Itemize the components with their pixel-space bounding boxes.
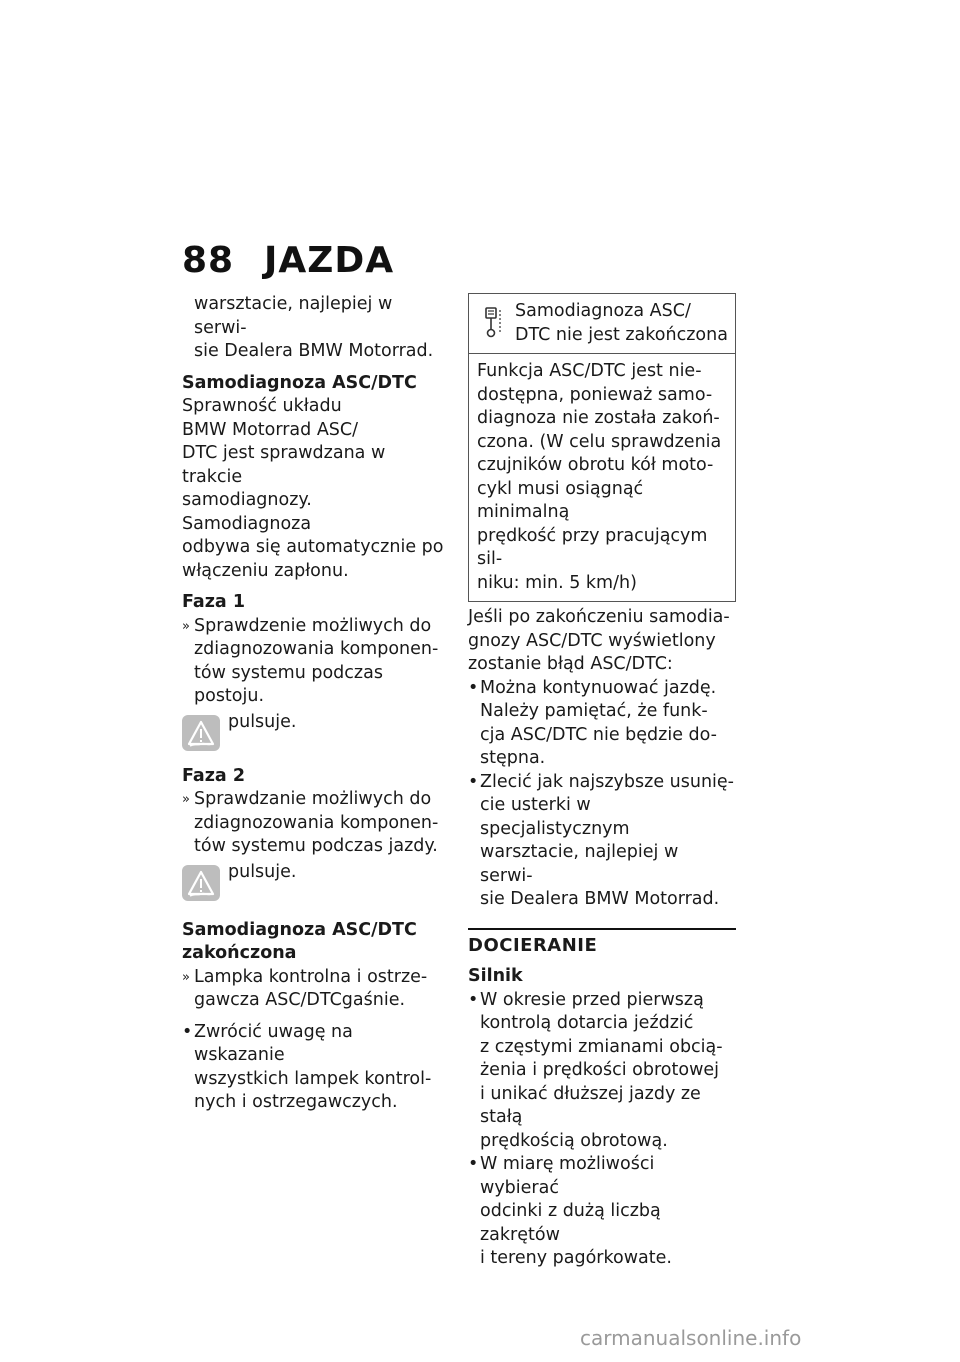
text-line: sie Dealera BMW Motorrad. — [194, 341, 434, 361]
text-line: BMW Motorrad ASC/ — [182, 419, 359, 440]
info-box-title — [515, 300, 728, 347]
text-line: wszystkich lampek kontrol- — [194, 1068, 432, 1089]
watermark: carmanualsonline.info — [580, 1326, 802, 1350]
text-line: odbywa się automatycznie po — [182, 537, 444, 557]
done-title: zakończona — [182, 943, 297, 963]
note-item — [182, 1021, 444, 1115]
error-paragraph — [468, 606, 736, 677]
text-line: i tereny pagórkowate. — [480, 1248, 672, 1268]
bullet-marker: • — [468, 677, 479, 698]
text-line: stępna. — [480, 748, 546, 768]
selfdiag-paragraph — [182, 395, 444, 583]
text-line: czona. (W celu sprawdzenia — [477, 431, 722, 452]
text-line: W okresie przed pierwszą — [480, 989, 704, 1010]
text-line: gawcza ASC/DTCgaśnie. — [194, 990, 406, 1010]
phase1-step — [182, 615, 444, 709]
text-line: Sprawność układu — [182, 396, 342, 416]
right-column — [468, 293, 736, 1271]
phase1-indicator — [182, 711, 444, 757]
selfdiag-title: Samodiagnoza ASC/DTC — [182, 372, 417, 393]
arrow-marker: » — [182, 618, 190, 634]
break-in-bullet — [468, 1153, 736, 1271]
text-line: tów systemu podczas postoju. — [194, 662, 383, 706]
text-line: kontrolą dotarcia jeździć — [480, 1013, 694, 1033]
text-line: cykl musi osiągnąć minimalną — [477, 478, 644, 522]
arrow-marker: » — [182, 792, 190, 807]
service-icon — [481, 300, 515, 347]
text-line: nych i ostrzegawczych. — [194, 1092, 398, 1112]
text-line: Sprawdzenie możliwych do — [194, 615, 432, 636]
page-header — [182, 240, 394, 281]
phase2-title: Faza 2 — [182, 765, 246, 786]
section-heading-break-in: DOCIERANIE — [468, 928, 736, 958]
info-box-header — [469, 294, 735, 354]
arrow-marker: » — [182, 969, 190, 985]
text-line: Sprawdzanie możliwych do — [194, 789, 432, 809]
pulse-label: pulsuje. — [228, 711, 297, 732]
text-line: warsztacie, najlepiej w serwi- — [194, 294, 393, 338]
text-line: W miarę możliwości wybierać — [480, 1154, 655, 1198]
selfdiag-info-box — [468, 293, 736, 602]
text-line: samodiagnozy. Samodiagnoza — [182, 490, 312, 534]
phase1-title: Faza 1 — [182, 592, 246, 612]
text-line: DTC nie jest zakończona — [515, 324, 728, 345]
text-line: Lampka kontrolna i ostrze- — [194, 966, 428, 987]
asc-dtc-warning-icon — [182, 715, 220, 751]
text-line: i unikać dłuższej jazdy ze stałą — [480, 1083, 701, 1127]
error-bullet — [468, 677, 736, 771]
text-line: diagnoza nie została zakoń- — [477, 408, 720, 428]
done-step — [182, 966, 444, 1013]
bullet-marker: • — [468, 1154, 479, 1174]
bullet-marker: • — [468, 989, 479, 1010]
subsection-title-engine: Silnik — [468, 966, 523, 986]
text-line: warsztacie, najlepiej w serwi- — [480, 842, 679, 886]
intro-paragraph — [182, 293, 444, 364]
text-line: dostępna, ponieważ samo- — [477, 384, 713, 405]
text-line: z częstymi zmianami obcią- — [480, 1036, 723, 1057]
error-bullet — [468, 771, 736, 912]
bullet-marker: • — [468, 771, 479, 792]
page-number: 88 — [182, 240, 235, 281]
text-line: Można kontynuować jazdę. — [480, 677, 717, 698]
text-line: tów systemu podczas jazdy. — [194, 836, 438, 856]
text-line: zdiagnozowania komponen- — [194, 812, 439, 833]
text-line: odcinki z dużą liczbą zakrętów — [480, 1201, 661, 1245]
text-line: zdiagnozowania komponen- — [194, 639, 439, 659]
section-title: JAZDA — [264, 240, 395, 281]
phase2-step — [182, 788, 444, 859]
text-line: gnozy ASC/DTC wyświetlony — [468, 630, 716, 651]
info-box-body — [469, 354, 735, 601]
text-line: cja ASC/DTC nie będzie do- — [480, 724, 717, 745]
text-line: czujników obrotu kół moto- — [477, 455, 714, 475]
text-line: włączeniu zapłonu. — [182, 560, 349, 581]
break-in-bullet — [468, 989, 736, 1154]
text-line: żenia i prędkości obrotowej — [480, 1060, 720, 1080]
asc-dtc-warning-icon — [182, 865, 220, 901]
bullet-marker: • — [182, 1021, 193, 1042]
text-line: Należy pamiętać, że funk- — [480, 701, 708, 721]
text-line: niku: min. 5 km/h) — [477, 572, 637, 593]
text-line: Samodiagnoza ASC/ — [515, 301, 691, 321]
text-line: prędkość przy pracującym sil- — [477, 525, 708, 569]
text-line: zostanie błąd ASC/DTC: — [468, 654, 673, 674]
left-column — [182, 293, 444, 1115]
text-line: DTC jest sprawdzana w trakcie — [182, 443, 386, 487]
text-line: prędkością obrotową. — [480, 1130, 668, 1151]
text-line: sie Dealera BMW Motorrad. — [480, 889, 720, 909]
done-title: Samodiagnoza ASC/DTC — [182, 919, 417, 940]
text-line: Zlecić jak najszybsze usunię- — [480, 771, 734, 792]
phase2-indicator — [182, 861, 444, 907]
text-line: Funkcja ASC/DTC jest nie- — [477, 361, 702, 381]
text-line: Jeśli po zakończeniu samodia- — [468, 607, 730, 627]
text-line: Zwrócić uwagę na wskazanie — [194, 1021, 353, 1065]
pulse-label: pulsuje. — [228, 861, 297, 882]
text-line: cie usterki w specjalistycznym — [480, 795, 630, 839]
